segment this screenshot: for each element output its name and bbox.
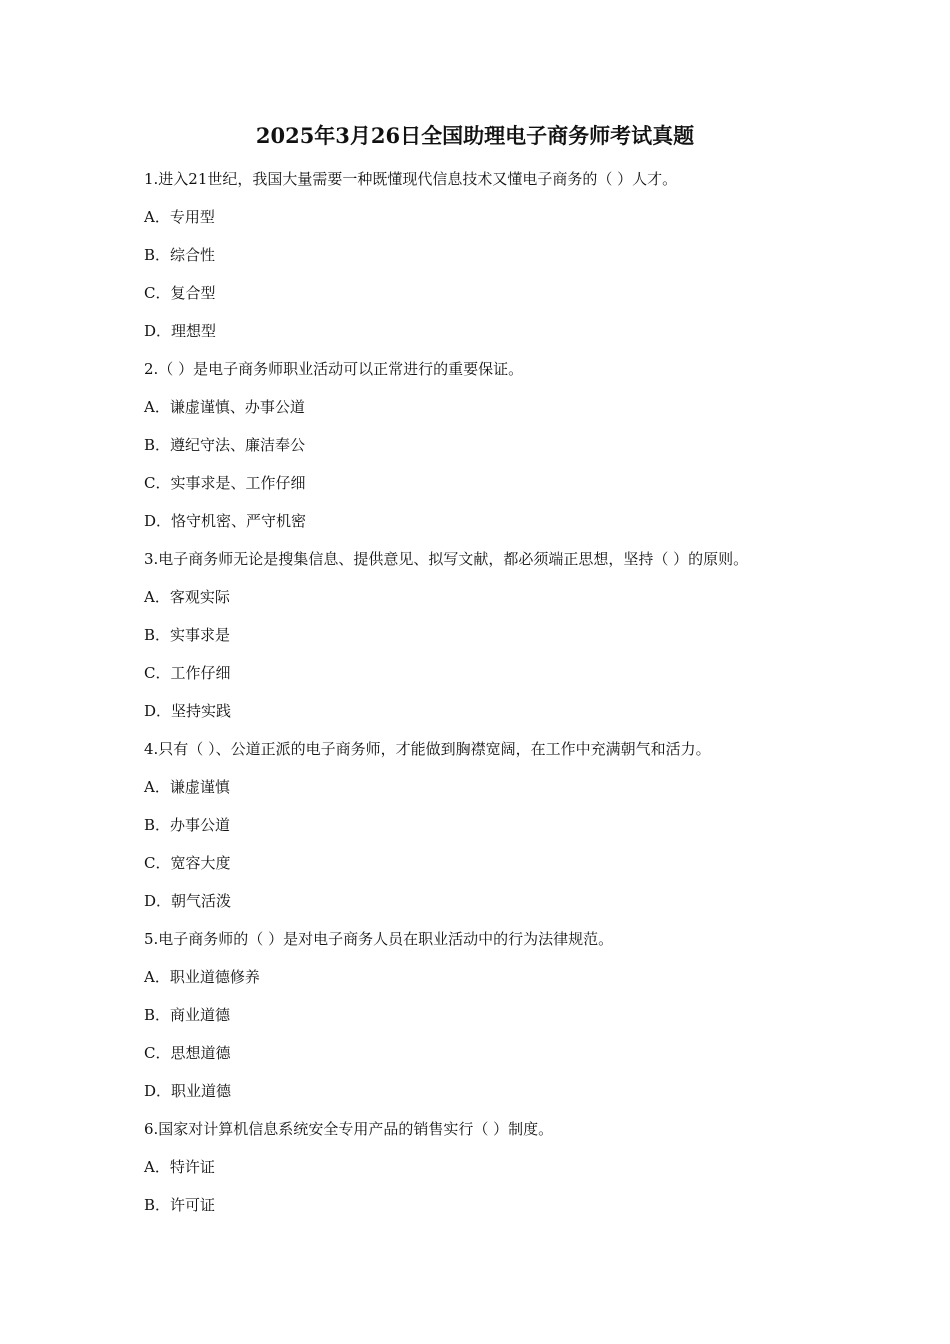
question-stem: 3.电子商务师无论是搜集信息、提供意见、拟写文献，都必须端正思想，坚持（ ）的原则。: [144, 550, 749, 568]
question-stem: 1.进入21世纪，我国大量需要一种既懂现代信息技术又懂电子商务的（ ）人才。: [144, 170, 678, 188]
question-option: D．朝气活泼: [144, 892, 232, 910]
question-option: D．坚持实践: [144, 702, 232, 720]
question-option: B．办事公道: [144, 816, 231, 834]
question-option: B．综合性: [144, 246, 216, 264]
question-option: A．专用型: [144, 208, 215, 226]
question-option: A．谦虚谨慎: [144, 778, 230, 796]
question-stem: 4.只有（ ）、公道正派的电子商务师，才能做到胸襟宽阔，在工作中充满朝气和活力。: [144, 740, 711, 758]
question-stem: 6.国家对计算机信息系统安全专用产品的销售实行（ ）制度。: [144, 1120, 554, 1138]
question-list: [144, 164, 834, 1228]
question-option: A．谦虚谨慎、办事公道: [144, 398, 305, 416]
question-option: C．工作仔细: [144, 664, 231, 682]
question-stem: 5.电子商务师的（ ）是对电子商务人员在职业活动中的行为法律规范。: [144, 930, 614, 948]
question-option: A．职业道德修养: [144, 968, 260, 986]
question-option: B．实事求是: [144, 626, 231, 644]
question-option: C．思想道德: [144, 1044, 231, 1062]
question-option: C．实事求是、工作仔细: [144, 474, 306, 492]
question-stem: 2.（ ）是电子商务师职业活动可以正常进行的重要保证。: [144, 360, 524, 378]
question-option: B．许可证: [144, 1196, 216, 1214]
question-option: B．遵纪守法、廉洁奉公: [144, 436, 306, 454]
question-option: B．商业道德: [144, 1006, 231, 1024]
question-option: D．恪守机密、严守机密: [144, 512, 307, 530]
question-option: A．特许证: [144, 1158, 215, 1176]
question-option: C．复合型: [144, 284, 216, 302]
document-title: 2025年3月26日全国助理电子商务师考试真题: [255, 123, 695, 148]
question-option: D．理想型: [144, 322, 217, 340]
question-option: D．职业道德: [144, 1082, 232, 1100]
question-option: C．宽容大度: [144, 854, 231, 872]
question-option: A．客观实际: [144, 588, 230, 606]
